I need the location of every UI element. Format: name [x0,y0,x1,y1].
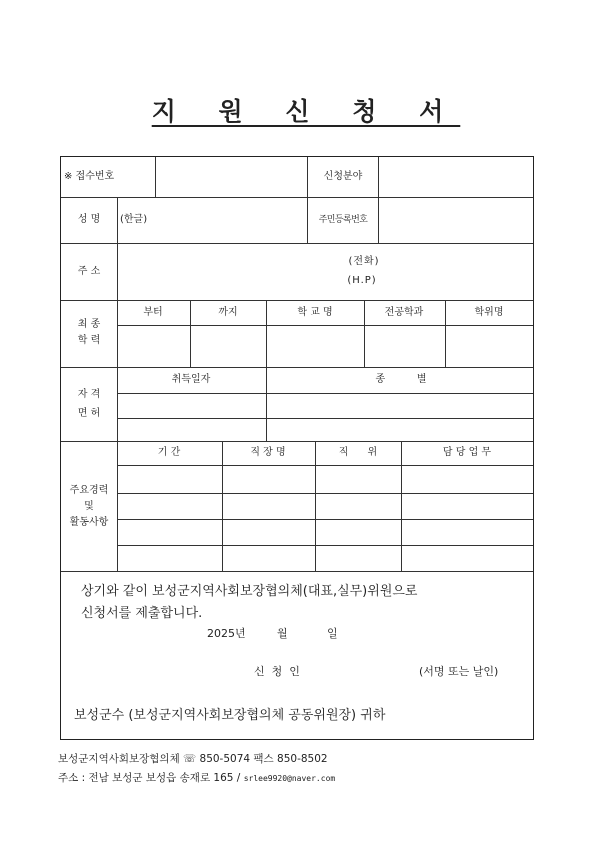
name-label: 성 명 [77,214,101,225]
applicant-label: 신 청 인 [254,665,300,678]
footer-contact: 보성군지역사회보장협의체 ☏ 850-5074 팩스 850-8502 [58,753,328,765]
edu-header-degree: 학위명 [474,307,504,318]
address-label: 주 소 [77,266,101,277]
statement-month: 월 [277,627,288,640]
hangul-name-label: (한글) [120,214,148,225]
edu-header-school: 학 교 명 [297,307,333,318]
career-label-3: 활동사항 [69,517,109,528]
recipient-line: 보성군수 (보성군지역사회보장협의체 공동위원장) 귀하 [74,708,386,723]
career-label-1: 주요경력 [69,485,109,496]
license-header-date: 취득일자 [171,374,211,385]
application-form [60,156,534,740]
footer-address-text: 주소 : 전남 보성군 보성읍 송재로 165 / [58,772,244,784]
license-header-type: 종 별 [375,374,427,385]
edu-header-to: 까지 [218,307,238,318]
career-header-workplace: 직 장 명 [250,447,286,458]
phone-label: (전화) [348,256,380,267]
career-label-2: 및 [84,501,94,512]
application-field-label: 신청분야 [323,171,363,182]
mobile-label: (H.P) [347,275,377,286]
career-header-period: 기 간 [157,447,181,458]
receipt-number-label: ※ 접수번호 [64,171,115,182]
footer-email[interactable]: srlee9920@naver.com [243,774,336,783]
resident-number-label: 주민등록번호 [318,215,368,225]
signature-label: (서명 또는 날인) [419,665,499,678]
edu-header-from: 부터 [143,307,163,318]
page-title: 지 원 신 청 서 [151,97,461,126]
education-label-2: 학 력 [77,335,101,346]
license-label-2: 면 허 [77,408,101,419]
statement-line-2: 신청서를 제출합니다. [81,606,203,621]
footer-address [58,770,335,785]
education-label-1: 최 종 [77,319,101,330]
statement-day: 일 [327,627,338,640]
career-header-position: 직 위 [338,447,378,458]
edu-header-major: 전공학과 [384,307,424,318]
career-header-duties: 담 당 업 무 [442,447,492,458]
statement-line-1: 상기와 같이 보성군지역사회보장협의체(대표,실무)위원으로 [81,584,418,599]
statement-year: 2025년 [207,627,246,640]
license-label-1: 자 격 [77,389,101,400]
